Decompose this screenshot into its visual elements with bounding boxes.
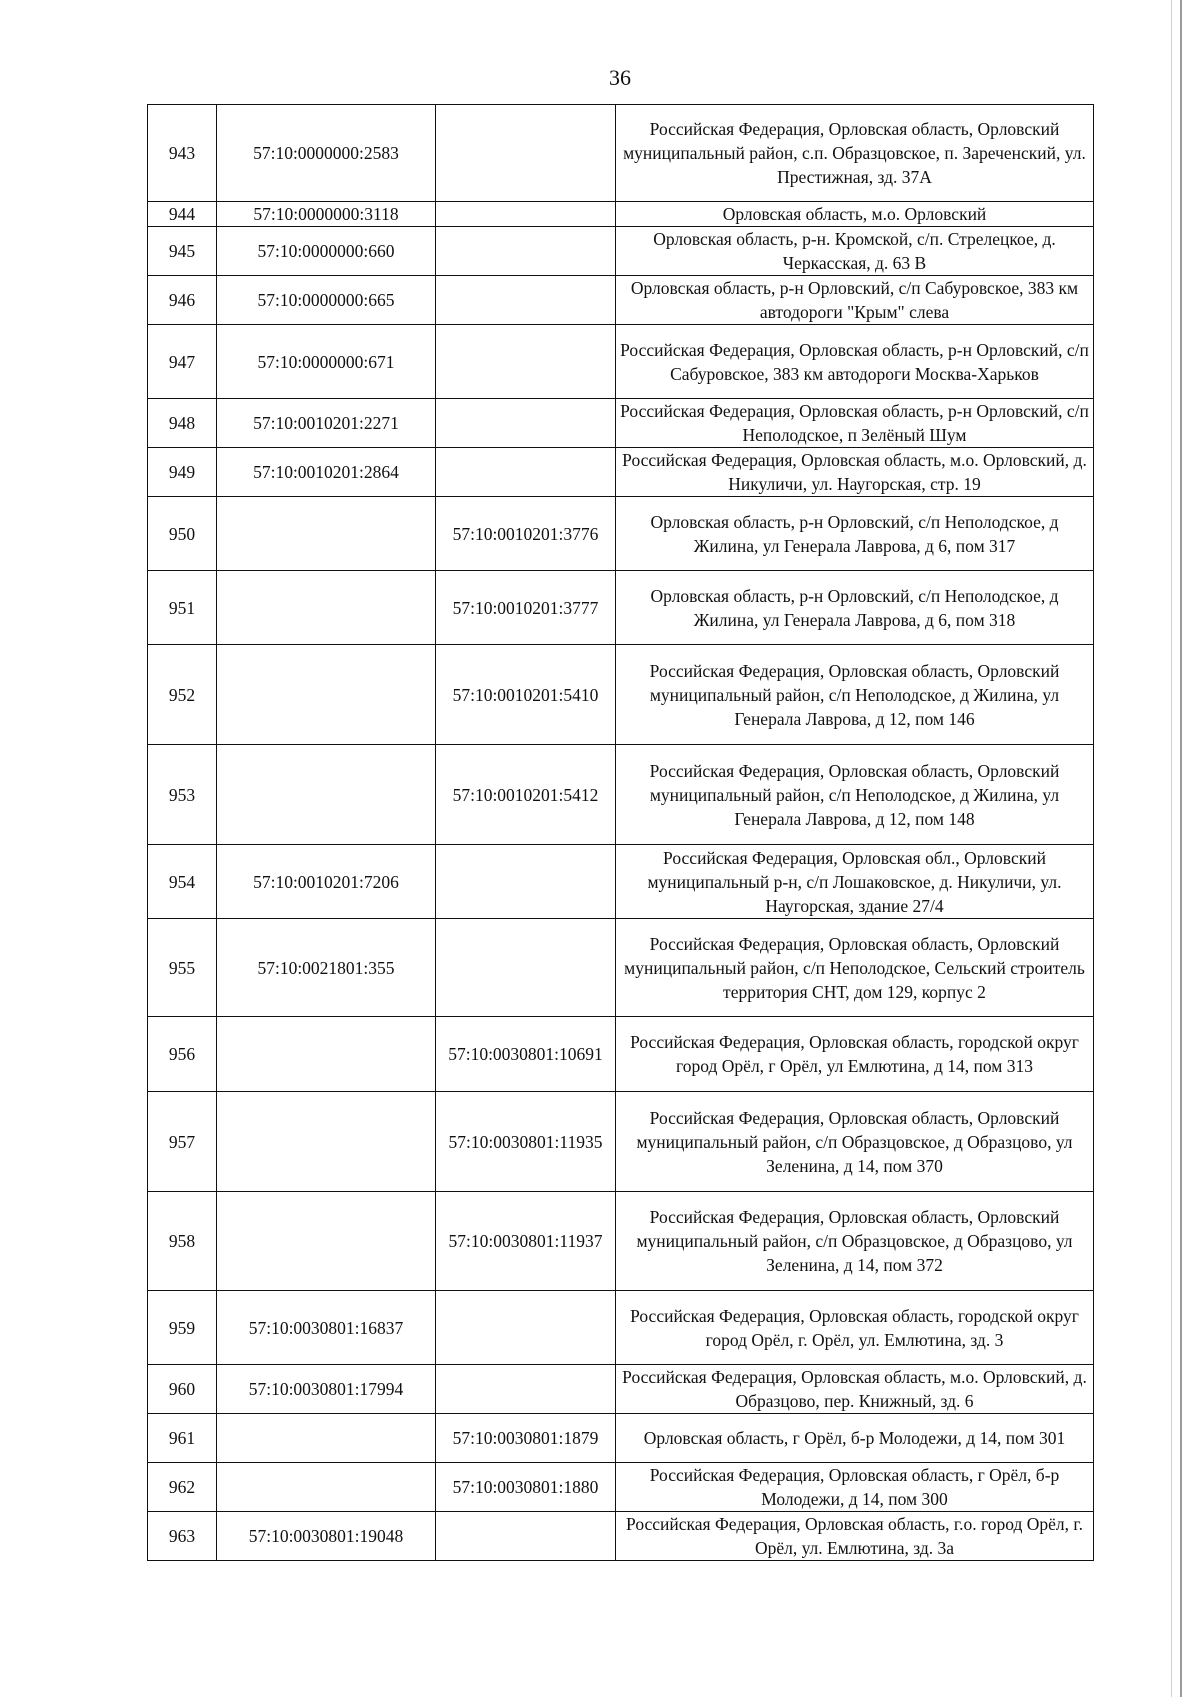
room-cadastral-number: 57:10:0010201:5412 <box>436 745 616 845</box>
row-number: 959 <box>148 1291 217 1365</box>
land-cadastral-number: 57:10:0021801:355 <box>217 919 436 1017</box>
row-number: 953 <box>148 745 217 845</box>
land-cadastral-number <box>217 571 436 645</box>
address-cell: Орловская область, м.о. Орловский <box>616 202 1094 227</box>
table-row <box>148 1017 1094 1092</box>
row-number: 948 <box>148 399 217 448</box>
land-cadastral-number <box>217 1192 436 1291</box>
address-cell: Российская Федерация, Орловская область, Орловский муниципальный район, с/п Неполодское, д Жилина, ул Генерала Лаврова, д 12, пом 148 <box>616 745 1094 845</box>
table-row <box>148 845 1094 919</box>
land-cadastral-number <box>217 645 436 745</box>
room-cadastral-number <box>436 325 616 399</box>
address-cell: Российская Федерация, Орловская область, Орловский муниципальный район, с/п Образцовское, д Образцово, ул Зеленина, д 14, пом 372 <box>616 1192 1094 1291</box>
row-number: 961 <box>148 1414 217 1463</box>
room-cadastral-number <box>436 105 616 202</box>
table-row <box>148 399 1094 448</box>
room-cadastral-number: 57:10:0030801:10691 <box>436 1017 616 1092</box>
address-cell: Российская Федерация, Орловская область, Орловский муниципальный район, с/п Неполодское, д Жилина, ул Генерала Лаврова, д 12, пом 146 <box>616 645 1094 745</box>
table-row <box>148 1463 1094 1512</box>
land-cadastral-number: 57:10:0030801:19048 <box>217 1512 436 1561</box>
land-cadastral-number <box>217 745 436 845</box>
address-cell: Орловская область, р-н Орловский, с/п Неполодское, д Жилина, ул Генерала Лаврова, д 6, пом 318 <box>616 571 1094 645</box>
row-number: 949 <box>148 448 217 497</box>
room-cadastral-number <box>436 1512 616 1561</box>
table-row <box>148 1291 1094 1365</box>
row-number: 963 <box>148 1512 217 1561</box>
room-cadastral-number <box>436 276 616 325</box>
room-cadastral-number <box>436 227 616 276</box>
row-number: 955 <box>148 919 217 1017</box>
page-number: 36 <box>609 65 631 90</box>
row-number: 951 <box>148 571 217 645</box>
table-row <box>148 227 1094 276</box>
table-row <box>148 448 1094 497</box>
room-cadastral-number <box>436 919 616 1017</box>
row-number: 950 <box>148 497 217 571</box>
row-number: 962 <box>148 1463 217 1512</box>
address-cell: Российская Федерация, Орловская область, р-н Орловский, с/п Сабуровское, 383 км автодороги Москва-Харьков <box>616 325 1094 399</box>
land-cadastral-number: 57:10:0000000:671 <box>217 325 436 399</box>
row-number: 960 <box>148 1365 217 1414</box>
room-cadastral-number: 57:10:0030801:1880 <box>436 1463 616 1512</box>
room-cadastral-number: 57:10:0010201:5410 <box>436 645 616 745</box>
land-cadastral-number: 57:10:0030801:17994 <box>217 1365 436 1414</box>
room-cadastral-number: 57:10:0030801:11935 <box>436 1092 616 1192</box>
address-cell: Российская Федерация, Орловская область, городской округ город Орёл, г. Орёл, ул. Емлютина, зд. 3 <box>616 1291 1094 1365</box>
address-cell: Орловская область, р-н Орловский, с/п Неполодское, д Жилина, ул Генерала Лаврова, д 6, пом 317 <box>616 497 1094 571</box>
table-row <box>148 105 1094 202</box>
address-cell: Российская Федерация, Орловская обл., Орловский муниципальный р-н, с/п Лошаковское, д. Никуличи, ул. Наугорская, здание 27/4 <box>616 845 1094 919</box>
land-cadastral-number <box>217 1463 436 1512</box>
table-row <box>148 1414 1094 1463</box>
row-number: 952 <box>148 645 217 745</box>
room-cadastral-number <box>436 399 616 448</box>
row-number: 954 <box>148 845 217 919</box>
room-cadastral-number: 57:10:0030801:1879 <box>436 1414 616 1463</box>
address-cell: Орловская область, р-н. Кромской, с/п. Стрелецкое, д. Черкасская, д. 63 В <box>616 227 1094 276</box>
room-cadastral-number: 57:10:0030801:11937 <box>436 1192 616 1291</box>
land-cadastral-number <box>217 1017 436 1092</box>
table-row <box>148 202 1094 227</box>
room-cadastral-number: 57:10:0010201:3776 <box>436 497 616 571</box>
row-number: 957 <box>148 1092 217 1192</box>
table-row <box>148 745 1094 845</box>
land-cadastral-number: 57:10:0010201:2864 <box>217 448 436 497</box>
room-cadastral-number <box>436 1291 616 1365</box>
address-cell: Российская Федерация, Орловская область, м.о. Орловский, д. Образцово, пер. Книжный, зд. 6 <box>616 1365 1094 1414</box>
table-row <box>148 325 1094 399</box>
room-cadastral-number <box>436 1365 616 1414</box>
address-cell: Российская Федерация, Орловская область, г.о. город Орёл, г. Орёл, ул. Емлютина, зд. 3а <box>616 1512 1094 1561</box>
scan-edge-line <box>1171 0 1172 1697</box>
table-row <box>148 276 1094 325</box>
row-number: 956 <box>148 1017 217 1092</box>
scan-edge-shadow <box>1180 0 1182 1697</box>
row-number: 945 <box>148 227 217 276</box>
land-cadastral-number <box>217 497 436 571</box>
table-row <box>148 645 1094 745</box>
cadastral-table <box>147 104 1094 1561</box>
address-cell: Российская Федерация, Орловская область, Орловский муниципальный район, с/п Неполодское, Сельский строитель территория СНТ, дом 129, корпус 2 <box>616 919 1094 1017</box>
room-cadastral-number <box>436 202 616 227</box>
address-cell: Российская Федерация, Орловская область, городской округ город Орёл, г Орёл, ул Емлютина, д 14, пом 313 <box>616 1017 1094 1092</box>
land-cadastral-number: 57:10:0000000:3118 <box>217 202 436 227</box>
table-row <box>148 1365 1094 1414</box>
table-row <box>148 1512 1094 1561</box>
address-cell: Орловская область, р-н Орловский, с/п Сабуровское, 383 км автодороги "Крым" слева <box>616 276 1094 325</box>
address-cell: Российская Федерация, Орловская область, Орловский муниципальный район, с.п. Образцовское, п. Зареченский, ул. Престижная, зд. 37А <box>616 105 1094 202</box>
land-cadastral-number: 57:10:0000000:665 <box>217 276 436 325</box>
row-number: 958 <box>148 1192 217 1291</box>
table-row <box>148 497 1094 571</box>
address-cell: Российская Федерация, Орловская область, г Орёл, б-р Молодежи, д 14, пом 300 <box>616 1463 1094 1512</box>
table-row <box>148 571 1094 645</box>
address-cell: Российская Федерация, Орловская область, м.о. Орловский, д. Никуличи, ул. Наугорская, стр. 19 <box>616 448 1094 497</box>
land-cadastral-number: 57:10:0010201:2271 <box>217 399 436 448</box>
address-cell: Российская Федерация, Орловская область, Орловский муниципальный район, с/п Образцовское, д Образцово, ул Зеленина, д 14, пом 370 <box>616 1092 1094 1192</box>
table-row <box>148 1092 1094 1192</box>
table-row <box>148 1192 1094 1291</box>
row-number: 947 <box>148 325 217 399</box>
land-cadastral-number <box>217 1414 436 1463</box>
land-cadastral-number: 57:10:0010201:7206 <box>217 845 436 919</box>
row-number: 943 <box>148 105 217 202</box>
address-cell: Орловская область, г Орёл, б-р Молодежи, д 14, пом 301 <box>616 1414 1094 1463</box>
land-cadastral-number: 57:10:0000000:660 <box>217 227 436 276</box>
table-row <box>148 919 1094 1017</box>
row-number: 946 <box>148 276 217 325</box>
land-cadastral-number: 57:10:0000000:2583 <box>217 105 436 202</box>
row-number: 944 <box>148 202 217 227</box>
room-cadastral-number: 57:10:0010201:3777 <box>436 571 616 645</box>
room-cadastral-number <box>436 448 616 497</box>
room-cadastral-number <box>436 845 616 919</box>
address-cell: Российская Федерация, Орловская область, р-н Орловский, с/п Неполодское, п Зелёный Шум <box>616 399 1094 448</box>
land-cadastral-number: 57:10:0030801:16837 <box>217 1291 436 1365</box>
land-cadastral-number <box>217 1092 436 1192</box>
